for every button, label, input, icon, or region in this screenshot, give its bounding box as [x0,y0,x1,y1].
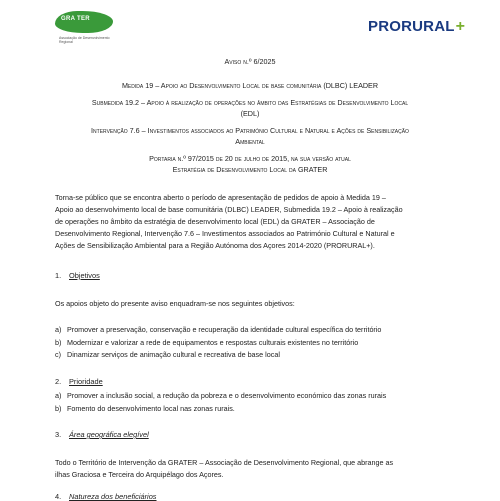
grater-logo-shape [55,11,113,33]
intro-line4: Desenvolvimento Regional, Intervenção 7.6 – Investimentos associados ao Património Cultural e Natural e [55,229,395,238]
section-3-line1: Todo o Território de Intervenção da GRATER – Associação de Desenvolvimento Regional, que abrange as [55,458,394,467]
strategy-line: Estratégia de Desenvolvimento Local da GRATER [172,165,328,174]
section-3-title: Área geográfica elegível [69,430,149,439]
section-4-title: Natureza dos beneficiários [69,492,157,501]
grater-logo [55,11,115,45]
list-letter: a) [55,325,62,334]
list-letter: c) [55,350,61,359]
list-letter: a) [55,391,62,400]
list-text: Fomento do desenvolvimento local nas zonas rurais. [67,404,235,413]
section-3-line2: ilhas Graciosa e Terceira do Arquipélago dos Açores. [55,470,224,479]
list-text: Dinamizar serviços de animação cultural e recreativa de base local [67,350,280,359]
section-1-item-b [55,338,455,347]
list-text: Promover a inclusão social, a redução da pobreza e o desenvolvimento económico das zonas rurais [67,391,387,400]
list-letter: b) [55,338,62,347]
measure-line: Medida 19 – Apoio ao Desenvolvimento Local de base comunitária (DLBC) LEADER [121,81,379,90]
grater-logo-name: GRA TER [61,16,90,22]
grater-logo-tagline: Associação de Desenvolvimento Regional [59,36,110,44]
section-2-heading [55,377,103,386]
intro-line5: Ações de Sensibilização Ambiental para a Região Autónoma dos Açores 2014-2020 (PRORURAL+). [55,241,375,250]
section-1-heading [55,271,100,280]
prorural-logo-name: PRORURAL [368,18,455,35]
section-2-item-b [55,404,455,413]
intro-line1: Torna-se público que se encontra aberto o período de apresentação de pedidos de apoio à Medida 19 – [55,193,386,202]
intro-line2: Apoio ao desenvolvimento local de base comunitária (DLBC) LEADER, Submedida 19.2 – Apoio à realização [55,205,403,214]
section-4-number: 4. [55,492,62,501]
intro-line3: de operações no âmbito da estratégia de desenvolvimento local (EDL) da GRATER – Associação de [55,217,375,226]
section-2-item-a [55,391,455,400]
prorural-logo-plus: + [455,18,466,35]
section-1-intro: Os apoios objeto do presente aviso enquadram-se nos seguintes objetivos: [55,299,295,308]
prorural-logo [368,18,465,36]
submeasure-line2: (EDL) [240,109,260,118]
section-1-number: 1. [55,271,62,280]
list-text: Modernizar e valorizar a rede de equipamentos e respostas culturais existentes no território [67,338,359,347]
section-3-heading [55,430,149,439]
section-2-number: 2. [55,377,62,386]
section-2-title: Prioridade [69,377,103,386]
notice-number: Aviso n.º 6/2025 [224,57,276,66]
intervention-line2: Ambiental [235,137,265,146]
ordinance-line: Portaria n.º 97/2015 de 20 de julho de 2015, na sua versão atual [149,154,351,163]
section-1-item-c [55,350,455,359]
section-3-number: 3. [55,430,62,439]
section-1-item-a [55,325,455,334]
list-letter: b) [55,404,62,413]
list-text: Promover a preservação, conservação e recuperação da identidade cultural específica do território [67,325,382,334]
submeasure-line1: Submedida 19.2 – Apoio à realização de operações no âmbito das Estratégias de Desenvolvimento Local [91,98,409,107]
section-1-title: Objetivos [69,271,100,280]
intervention-line1: Intervenção 7.6 – Investimentos associados ao Património Cultural e Natural e Ações de Sensibilização [91,126,409,135]
